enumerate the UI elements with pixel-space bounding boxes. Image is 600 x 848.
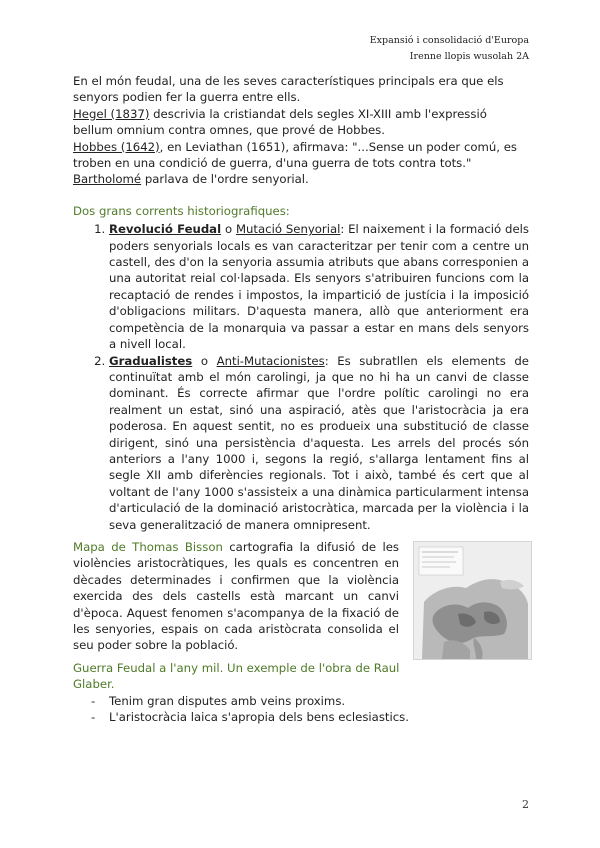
list-item <box>109 353 529 533</box>
hegel-text: descrivia la cristiandat dels segles XI-XIII amb l'expressió bellum omnium contra omnes, que prové de Hobbes. <box>73 106 487 138</box>
currents-heading: Dos grans corrents historiografiques: <box>73 203 290 218</box>
item1-or: o <box>221 222 236 237</box>
map-paragraph <box>73 539 399 654</box>
item1-text: : El naixement i la formació dels poders senyorials locals es van caracteritzar per tenir com a centre un castell, des d'on la senyoria assumia atributs que abans corresponien a una autoritat reial col·lapsada. Els senyors s'atribuiren funcions com la recaptació de rendes i impostos, la impartició de justícia i la imposició d'obligacions militars. D'aquesta manera, allò que anteriorment era competència de la monarquia va passar a estar en mans dels senyors a nivell local. <box>109 222 529 352</box>
header-title: Expansió i consolidació d'Europa <box>369 35 529 46</box>
bartholome-text: parlava de l'ordre senyorial. <box>141 172 309 187</box>
map-text: cartografia la difusió de les violències aristocràtiques, les quals es concentren en dècades determinades i confirmen que la violència exercida des dels castells està marcant un canvi d'època. Aquest fenomen s'acompanya de la fixació de les senyories, espais on cada aristòcrata consolida el seu poder sobre la població. <box>73 539 399 653</box>
map-section <box>73 539 529 654</box>
hegel-paragraph <box>73 106 529 139</box>
list-item: - L'aristocràcia laica s'apropia dels bens eclesiastics. <box>91 709 529 725</box>
hobbes-reference: Hobbes (1642) <box>73 139 160 154</box>
europe-map-image <box>413 541 532 660</box>
bartholome-reference: Bartholomé <box>73 172 142 187</box>
guerra-heading: Guerra Feudal a l'any mil. Un exemple de l'obra de Raul Glaber. <box>73 660 400 692</box>
hobbes-paragraph <box>73 139 529 172</box>
hegel-reference: Hegel (1837) <box>73 106 150 121</box>
bartholome-paragraph <box>73 171 529 187</box>
item2-or: o <box>192 353 217 368</box>
page-header <box>370 33 529 65</box>
item1-title: Revolució Feudal <box>109 222 222 237</box>
item2-title: Gradualistes <box>109 353 193 368</box>
hobbes-text: , en Leviathan (1651), afirmava: "...Sense un poder comú, es troben en una condició de guerra, d'una guerra de tots contra tots." <box>73 139 518 171</box>
page-number: 2 <box>522 798 529 811</box>
item2-alt-title: Anti-Mutacionistes <box>216 353 325 368</box>
page-content <box>73 73 529 725</box>
intro-paragraph: En el món feudal, una de les seves característiques principals era que els senyors podien fer la guerra entre ells. <box>73 74 504 105</box>
map-illustration <box>414 542 531 659</box>
map-title: Mapa de Thomas Bisson <box>73 539 223 554</box>
header-author: Irenne llopis wusolah 2A <box>409 51 529 62</box>
guerra-list <box>73 693 529 726</box>
item2-text: : Es subratllen els elements de continuïtat amb el món carolingi, ja que no hi ha un canvi de classe dominant. És correcte afirmar que l'ordre polític carolingi no era realment un estat, sinó una aspiració, atès que l'aristocràcia ja era poderosa. En aquest sentit, no es produeix una substitució de classe dirigent, sinó una persistència d'aquesta. Les arrels del procés són anteriors a l'any 1000 i, segons la regió, s'allarga lentament fins al segle XII amb diferències regionals. Tot i això, també és cert que al voltant de l'any 1000 s'assisteix a una dinàmica particularment intensa d'articulació de la dominació aristocràtica, marcada per la violència i la seva generalització de manera omnipresent. <box>109 353 529 532</box>
item1-alt-title: Mutació Senyorial <box>235 222 341 237</box>
list-item: - Tenim gran disputes amb veins proxims. <box>91 693 529 709</box>
list-item <box>109 221 529 352</box>
currents-list <box>73 221 529 533</box>
